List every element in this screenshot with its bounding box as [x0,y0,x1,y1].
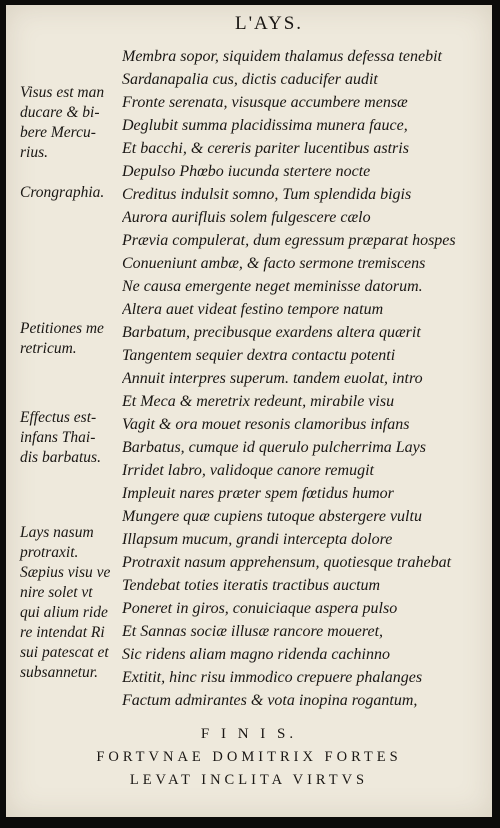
verse-line: Sic ridens aliam magno ridenda cachinno [122,646,390,663]
verse-line: Fronte serenata, visusque accumbere mensæ [122,94,408,111]
verse-line: Tangentem sequier dextra contactu potenti [122,347,396,364]
verse-line: Altera auet videat festino tempore natum [122,301,384,318]
verse-line: Factum admirantes & vota inopina rogantum, [122,692,418,709]
margin-note-line: subsannetur. [20,664,98,681]
margin-note-line: Effectus est- [20,409,97,426]
margin-note-line: re intendat Ri [20,624,105,641]
margin-note-line: Petitiones me [20,320,104,337]
verse-line: Illapsum mucum, grandi intercepta dolore [122,531,393,548]
margin-note-line: bere Mercu- [20,124,96,141]
verse-line: Tendebat toties iteratis tractibus auctum [122,577,381,594]
margin-note-lays-nasum [20,523,120,683]
motto-line-1: FORTVNAE DOMITRIX FORTES [96,749,402,765]
verse-line: Vagit & ora mouet resonis clamoribus infans [122,416,410,433]
margin-note-mercury [20,83,120,163]
verse-line: Mungere quæ cupiens tutoque abstergere vultu [122,508,422,525]
verse-line: Barbatus, cumque id querulo pulcherrima Lays [122,439,426,456]
verse-line: Prævia compulerat, dum egressum præparat hospes [122,232,456,249]
verse-line: Creditus indulsit somno, Tum splendida bigis [122,186,412,203]
margin-note-line: Lays nasum [20,524,94,541]
verse-line: Depulso Phœbo iucunda stertere nocte [122,163,371,180]
margin-note-petitiones [20,319,120,359]
margin-note-line: Crongraphia. [20,184,105,201]
verse-line: Membra sopor, siquidem thalamus defessa tenebit [122,48,442,65]
verse-line: Impleuit nares præter spem fœtidus humor [122,485,394,502]
margin-note-chronographia [20,183,120,203]
verse-line: Conueniunt ambæ, & facto sermone tremiscens [122,255,426,272]
verse-line: Poneret in giros, conuiciaque aspera pulso [122,600,398,617]
verse-line: Barbatum, precibusque exardens altera quærit [122,324,421,341]
verse-line: Annuit interpres superum. tandem euolat, intro [122,370,423,387]
verse-line: Aurora aurifluis solem fulgescere cælo [122,209,371,226]
margin-note-line: dis barbatus. [20,449,101,466]
margin-note-line: sui patescat et [20,644,109,661]
margin-note-line: nire solet vt [20,584,93,601]
verse-line: Ne causa emergente neget meminisse datorum. [122,278,423,295]
finis: F I N I S. [200,726,298,742]
verse-line: Et Sannas sociæ illusæ rancore moueret, [122,623,384,640]
verse-line: Et Meca & meretrix redeunt, mirabile visu [122,393,395,410]
margin-note-line: protraxit. [20,544,79,561]
margin-note-line: qui alium ride [20,604,108,621]
margin-note-line: Sæpius visu ve [20,564,111,581]
margin-note-line: rius. [20,144,48,161]
verse-line: Et bacchi, & cereris pariter lucentibus astris [122,140,409,157]
verse-line: Protraxit nasum apprehensum, quotiesque trahebat [122,554,452,571]
book-page [6,5,492,817]
margin-note-line: ducare & bi- [20,104,100,121]
motto-line-2: LEVAT INCLITA VIRTVS [129,772,369,788]
verse-line: Irridet labro, validoque canore remugit [122,462,374,479]
verse-block [122,45,488,712]
margin-note-line: retricum. [20,340,77,357]
running-header: L'AYS. [234,13,304,34]
margin-note-effectus [20,408,120,468]
verse-line: Deglubit summa placidissima munera fauce, [122,117,408,134]
margin-note-line: Visus est man [20,84,105,101]
margin-note-line: infans Thai- [20,429,96,446]
verse-line: Extitit, hinc risu immodico crepuere phalanges [122,669,423,686]
verse-line: Sardanapalia cus, dictis caducifer audit [122,71,378,88]
